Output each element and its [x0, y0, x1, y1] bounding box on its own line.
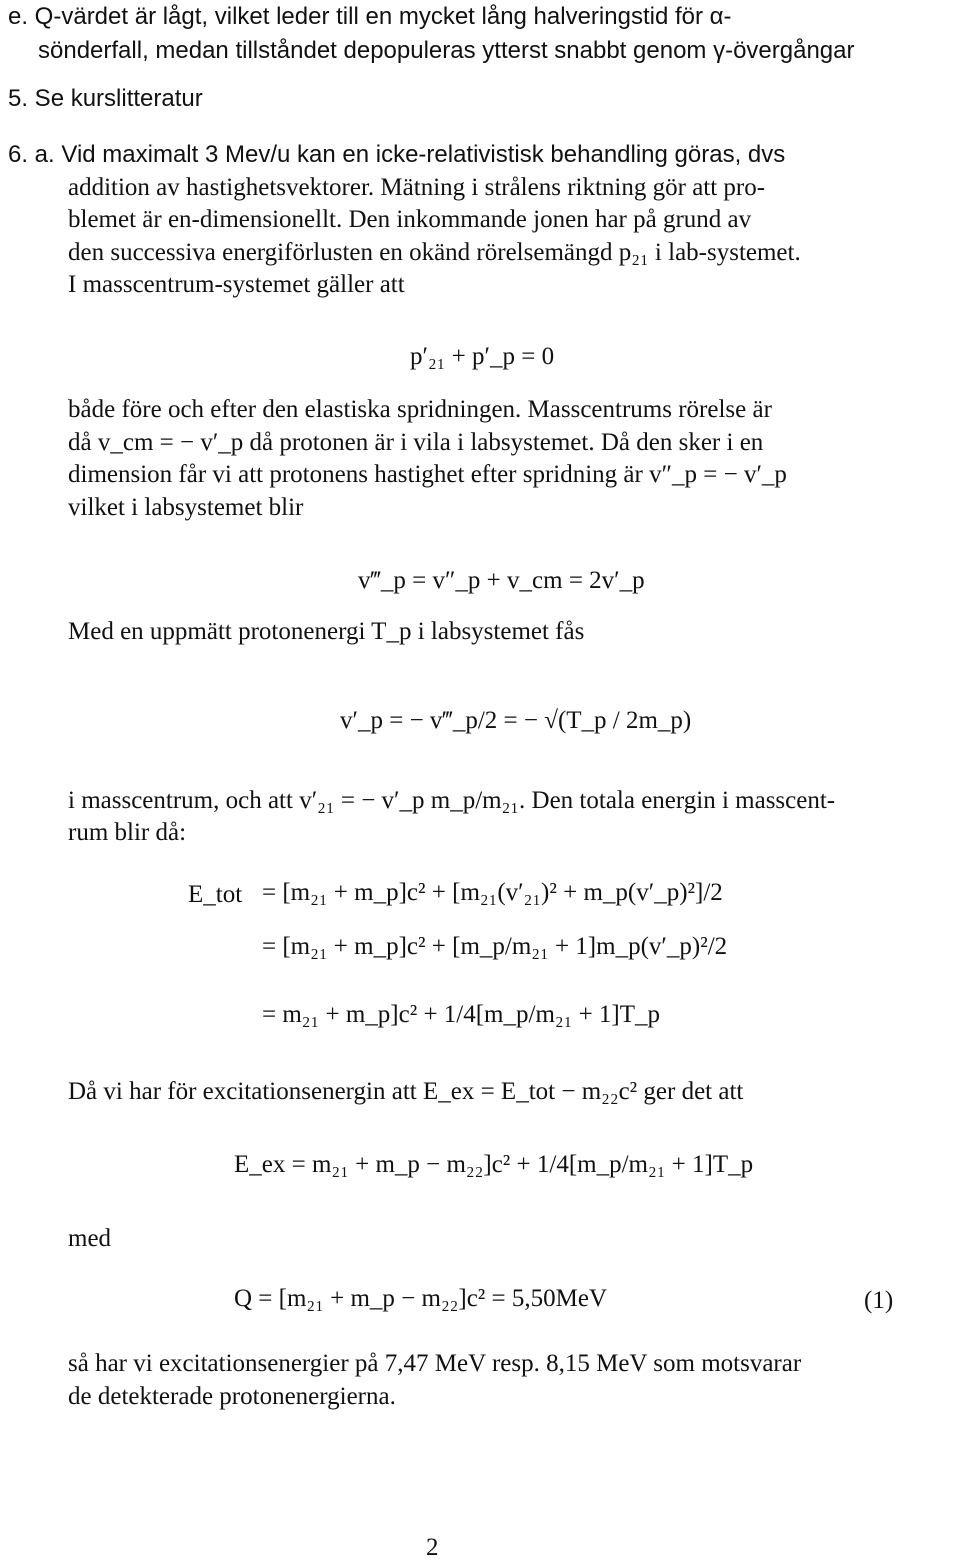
para-6a-line-5: I masscentrum-systemet gäller att: [68, 271, 405, 298]
page-number: 2: [426, 1534, 439, 1561]
para-b-line-4: vilket i labsystemet blir: [68, 494, 304, 521]
etot-row-1: = [m₂₁ + m_p]c² + [m₂₁(v′₂₁)² + m_p(v′_p)²]/2: [262, 879, 723, 906]
equation-momentum: p′₂₁ + p′_p = 0: [410, 343, 555, 370]
item-e-line-2: sönderfall, medan tillståndet depopuleras ytterst snabbt genom γ-övergångar: [38, 37, 855, 64]
equation-number: (1): [864, 1287, 894, 1314]
para-b-line-2: då v_cm = − v′_p då protonen är i vila i labsystemet. Då den sker i en: [68, 429, 764, 456]
para-d-line-1: i masscentrum, och att v′₂₁ = − v′_p m_p/m₂₁. Den totala energin i masscent-: [68, 787, 836, 814]
equation-excitation: E_ex = m₂₁ + m_p − m₂₂]c² + 1/4[m_p/m₂₁ + 1]T_p: [234, 1151, 754, 1178]
para-6a-line-4: den successiva energiförlusten en okänd rörelsemängd p₂₁ i lab-systemet.: [68, 239, 801, 266]
para-d-line-2: rum blir då:: [68, 819, 187, 846]
para-6a-line-2: addition av hastighetsvektorer. Mätning i strålens riktning gör att pro-: [68, 174, 766, 201]
para-h-line-1: så har vi excitationsenergier på 7,47 MeV resp. 8,15 MeV som motsvarar: [68, 1350, 802, 1377]
para-f-line-1: Då vi har för excitationsenergin att E_ex = E_tot − m₂₂c² ger det att: [68, 1078, 744, 1105]
para-h-line-2: de detekterade protonenergierna.: [68, 1383, 396, 1410]
para-b-line-1: både före och efter den elastiska spridningen. Masscentrums rörelse är: [68, 396, 772, 423]
item-e-line-1: e. Q-värdet är lågt, vilket leder till en mycket lång halveringstid för α-: [8, 3, 732, 30]
equation-q-value: Q = [m₂₁ + m_p − m₂₂]c² = 5,50MeV: [234, 1285, 608, 1312]
para-c-line-1: Med en uppmätt protonenergi T_p i labsystemet fås: [68, 618, 585, 645]
para-6a-line-3: blemet är en-dimensionellt. Den inkommande jonen har på grund av: [68, 206, 752, 233]
para-b-line-3: dimension får vi att protonens hastighet efter spridning är v″_p = − v′_p: [68, 461, 787, 488]
equation-cm-velocity: v′_p = − v‴_p/2 = − √(T_p / 2m_p): [340, 707, 692, 734]
etot-lhs: E_tot: [188, 881, 243, 908]
para-g-med: med: [68, 1225, 112, 1252]
etot-row-2: = [m₂₁ + m_p]c² + [m_p/m₂₁ + 1]m_p(v′_p)²/2: [262, 933, 728, 960]
item-5: 5. Se kurslitteratur: [8, 85, 203, 112]
etot-row-3: = m₂₁ + m_p]c² + 1/4[m_p/m₂₁ + 1]T_p: [262, 1001, 661, 1028]
item-6a-line-1: 6. a. Vid maximalt 3 Mev/u kan en icke-relativistisk behandling göras, dvs: [8, 141, 786, 168]
equation-lab-velocity: v‴_p = v″_p + v_cm = 2v′_p: [358, 567, 645, 594]
